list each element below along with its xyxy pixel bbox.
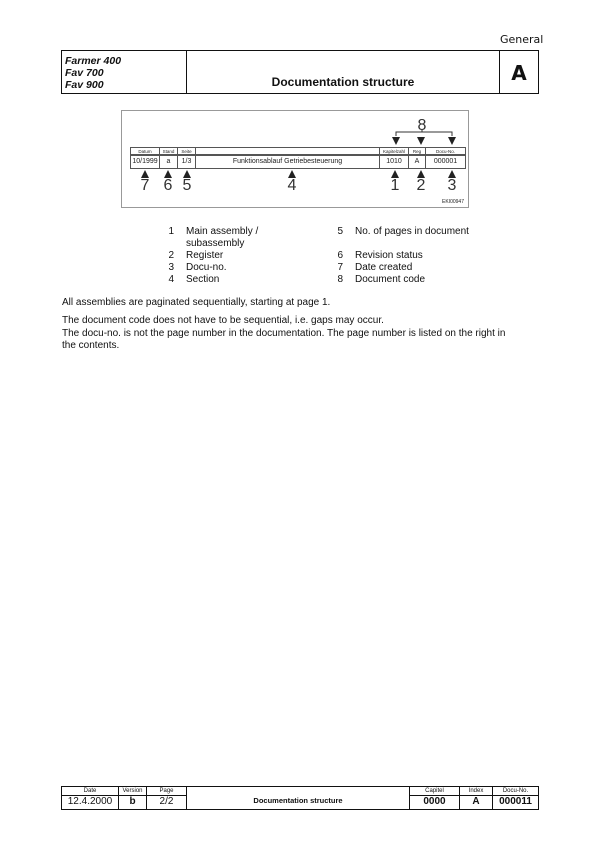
- legend-item: 8 Document code: [337, 274, 426, 285]
- callout-5: 5: [182, 177, 192, 194]
- arrow-down-icon: [417, 137, 425, 145]
- footer-version-label: Version: [119, 787, 146, 796]
- label-docu: Docu-No.: [425, 147, 466, 155]
- callout-3: 3: [447, 177, 457, 194]
- label-stand: Stand: [159, 147, 178, 155]
- footer-index: A: [472, 796, 480, 807]
- footer-title: Documentation structure: [253, 796, 343, 805]
- label-datum: Datum: [130, 147, 160, 155]
- paragraph: the contents.: [62, 340, 120, 351]
- footer-title-cell: [187, 787, 410, 809]
- callout-7: 7: [140, 177, 150, 194]
- value-reg: A: [408, 155, 426, 169]
- value-docu: 000001: [425, 155, 466, 169]
- legend-item: 6 Revision status: [337, 250, 423, 261]
- label-seite: Seite: [177, 147, 196, 155]
- value-seite: 1/3: [177, 155, 196, 169]
- footer-table: [61, 786, 539, 810]
- arrow-down-icon: [392, 137, 400, 145]
- legend-item: 5 No. of pages in document: [337, 226, 469, 237]
- label-kapitel: Kapitelzahl: [379, 147, 409, 155]
- legend-item: 4 Section: [168, 274, 220, 285]
- header-table: [61, 50, 539, 94]
- chapter-letter: A: [499, 51, 538, 93]
- footer-docu: 000011: [499, 796, 532, 807]
- page-title: Documentation structure: [271, 75, 415, 89]
- legend-item: 3 Docu-no.: [168, 262, 227, 273]
- footer-version: b: [129, 796, 136, 807]
- footer-date-label: Date: [62, 787, 118, 796]
- footer-page-label: Page: [147, 787, 186, 796]
- paragraph: The docu-no. is not the page number in the documentation. The page number is listed on the right in: [62, 328, 506, 339]
- callout-1: 1: [390, 177, 400, 194]
- value-datum: 10/1999: [130, 155, 160, 169]
- footer-index-label: Index: [460, 787, 492, 796]
- paragraph: All assemblies are paginated sequentially, starting at page 1.: [62, 297, 331, 308]
- value-kapitel: 1010: [379, 155, 409, 169]
- label-title-blank: [195, 147, 380, 155]
- model-name: Farmer 400: [65, 55, 122, 67]
- footer-date-cell: [62, 787, 119, 809]
- legend-item: 1 Main assembly /: [168, 226, 259, 237]
- model-name: Fav 700: [65, 67, 104, 79]
- documentation-structure-figure: [121, 110, 469, 208]
- footer-date: 12.4.2000: [67, 796, 113, 807]
- footer-page-cell: [147, 787, 187, 809]
- callout-2: 2: [416, 177, 426, 194]
- legend-item: 7 Date created: [337, 262, 413, 273]
- legend-item: subassembly: [186, 238, 245, 249]
- footer-capitel: 0000: [423, 796, 446, 807]
- legend-item: [331, 238, 469, 250]
- legend-right: [331, 226, 469, 286]
- label-reg: Reg: [408, 147, 426, 155]
- arrow-down-icon: [448, 137, 456, 145]
- paragraph: The document code does not have to be sequential, i.e. gaps may occur.: [62, 315, 384, 326]
- model-list: [62, 51, 187, 93]
- footer-docu-label: Docu-No.: [493, 787, 538, 796]
- figure-reference: EKI00947: [442, 199, 464, 205]
- callout-6: 6: [163, 177, 173, 194]
- callout-4: 4: [287, 177, 297, 194]
- footer-version-cell: [119, 787, 147, 809]
- value-title: Funktionsablauf Getriebesteuerung: [195, 155, 380, 169]
- section-title: General: [500, 33, 544, 46]
- footer-capitel-cell: [410, 787, 460, 809]
- value-stand: a: [159, 155, 178, 169]
- callout-8: 8: [417, 117, 427, 134]
- footer-index-cell: [460, 787, 493, 809]
- model-name: Fav 900: [65, 79, 104, 91]
- footer-docu-cell: [493, 787, 538, 809]
- legend-item: 2 Register: [168, 250, 224, 261]
- footer-page: 2/2: [159, 796, 174, 807]
- footer-capitel-label: Capitel: [410, 787, 459, 796]
- legend-left: [162, 226, 258, 286]
